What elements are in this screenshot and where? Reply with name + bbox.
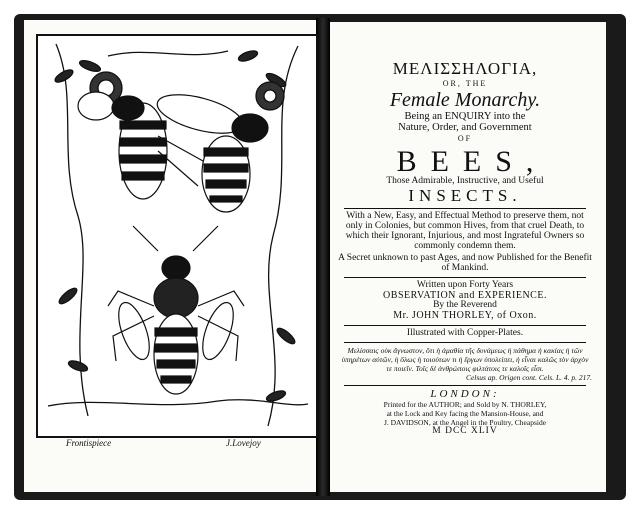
rule bbox=[344, 342, 586, 343]
book-spine bbox=[316, 18, 330, 496]
bees-illustration bbox=[38, 36, 316, 436]
publication-date: M DCC XLIV bbox=[432, 426, 498, 437]
greek-epigraph: Μελίσσαιϛ οὐκ ἄγνωστον, ὅτι ἡ ἀμαθία τῆς δυνάμεως ἡ πάθημα ἡ κακίας ἡ τῶν ὑπηρέτων αὐτῶν, ἡ ὅλως ἡ τοιούτων τι ἡ ἔργων ὑπολείπει, ἡ εἶναι καλῶς τὸν ἀρχὸν τε ποιεῖν. Τοῖς δὲ ἀνθρώποις φιλτάτοις τε καλοῖς εἶσι. bbox=[341, 345, 589, 373]
greek-title: ΜΕΛΙΣΣΗΛΟΓΙΑ, bbox=[392, 59, 538, 78]
subtitle-line-2: Nature, Order, and Government bbox=[398, 122, 532, 134]
of-line: OF bbox=[457, 134, 473, 144]
imprint-line-2: at the Lock and Key facing the Mansion-House, and bbox=[386, 409, 544, 419]
engraver-signature: J.Lovejoy bbox=[226, 438, 261, 448]
subtitle-line-1: Being an ENQUIRY into the bbox=[404, 111, 526, 123]
epigraph-citation: Celsus ap. Origen cont. Cels. L. 4. p. 217. bbox=[465, 372, 592, 382]
method-paragraph: With a New, Easy, and Effectual Method to preserve them, not only in Colonies, but common Hives, from that cruel Death, to which their Ignorant, Injurious, and most Ingrateful Owners so commonly condemn them. bbox=[345, 210, 585, 251]
rule bbox=[344, 208, 586, 209]
secret-paragraph: A Secret unknown to past Ages, and now Published for the Benefit of Mankind. bbox=[338, 252, 592, 273]
by-reverend-line: By the Reverend bbox=[433, 300, 497, 311]
or-the-line: OR, THE bbox=[442, 78, 488, 88]
frontispiece-engraving bbox=[36, 34, 318, 438]
bees-heading: BEES, bbox=[396, 144, 548, 178]
author-line: Mr. JOHN THORLEY, of Oxon. bbox=[393, 310, 537, 322]
rule bbox=[344, 385, 586, 386]
illustrated-line: Illustrated with Copper-Plates. bbox=[406, 327, 524, 338]
rule bbox=[344, 277, 586, 278]
imprint-line-1: Printed for the AUTHOR; and Sold by N. THORLEY, bbox=[383, 400, 547, 410]
imprint-line-3: J. DAVIDSON, at the Angel in the Poultry, Cheapside bbox=[383, 418, 547, 428]
london-line: LONDON: bbox=[430, 387, 500, 400]
title-page-text bbox=[338, 60, 592, 437]
subtitle-line-3: Those Admirable, Instructive, and Useful bbox=[386, 176, 544, 187]
main-title: Female Monarchy. bbox=[389, 89, 541, 112]
insects-heading: INSECTS. bbox=[408, 186, 522, 206]
written-upon-line: Written upon Forty Years bbox=[416, 279, 514, 290]
rule bbox=[344, 325, 586, 326]
frontispiece-caption: Frontispiece bbox=[66, 438, 112, 448]
observation-line: OBSERVATION and EXPERIENCE. bbox=[383, 289, 547, 301]
